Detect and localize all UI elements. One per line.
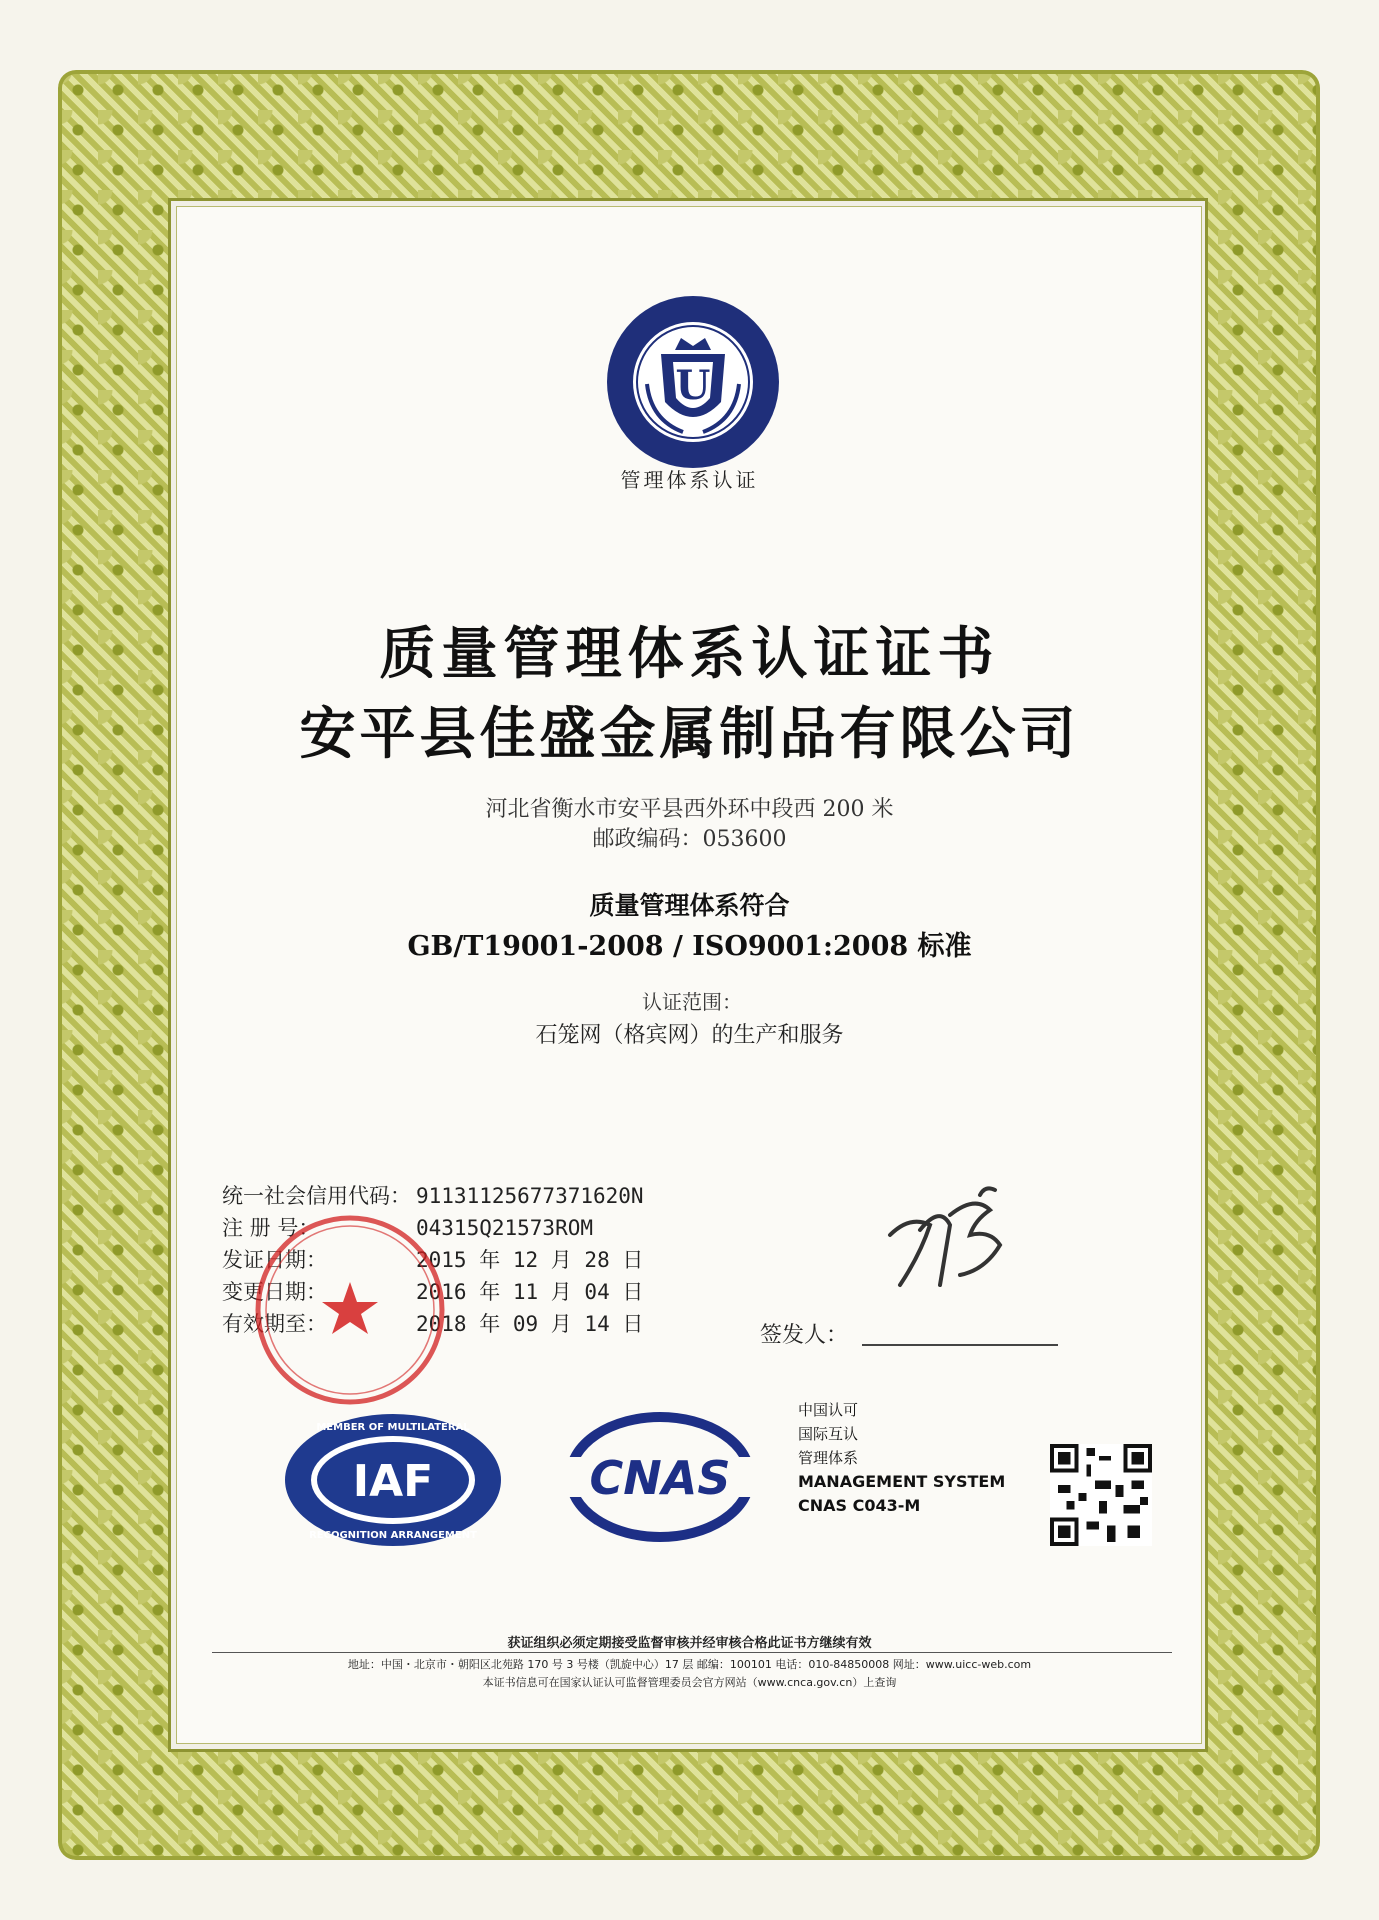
credit-code-value: 91131125677371620N (416, 1184, 644, 1208)
footer-divider (212, 1652, 1172, 1653)
postal-code: 邮政编码：053600 (592, 827, 787, 852)
svg-text:U: U (675, 362, 711, 409)
cnas-line-3: 管理体系 (798, 1449, 859, 1467)
red-stamp (250, 1210, 450, 1410)
signer-label: 签发人： (760, 1323, 849, 1348)
signature-line (862, 1344, 1058, 1346)
management-system-label: 管理体系认证 (620, 468, 759, 492)
cnas-mark: CNAS (589, 1451, 731, 1505)
iaf-bottom-text: RECOGNITION ARRANGEMENT (309, 1530, 477, 1541)
conformity-statement: 质量管理体系符合 (589, 891, 790, 920)
reg-no-value: 04315Q21573ROM (416, 1216, 594, 1240)
company-address: 河北省衡水市安平县西外环中段西 200 米 (485, 797, 894, 822)
cnas-logo (565, 1412, 755, 1542)
certificate-title: 质量管理体系认证证书 (379, 622, 1000, 687)
scope-text: 石笼网（格宾网）的生产和服务 (535, 1023, 844, 1048)
iaf-mark: IAF (352, 1456, 434, 1507)
cnas-line-1: 中国认可 (798, 1401, 859, 1419)
issue-date-value: 2015 年 12 月 28 日 (416, 1248, 644, 1272)
company-name: 安平县佳盛金属制品有限公司 (299, 702, 1080, 767)
standard-number: GB/T19001-2008 / ISO9001:2008 标准 (407, 931, 972, 962)
credit-code-row (222, 1180, 644, 1212)
footer-web-note: 本证书信息可在国家认证认可监督管理委员会官方网站（www.cnca.gov.cn）上查询 (482, 1676, 897, 1689)
credit-code-label: 统一社会信用代码： (222, 1184, 411, 1208)
valid-until-value: 2018 年 09 月 14 日 (416, 1312, 644, 1336)
cnas-accreditation-text (798, 1398, 1005, 1518)
certifier-seal-logo (603, 292, 783, 472)
footer-address: 地址：中国・北京市・朝阳区北苑路 170 号 3 号楼（凯旋中心）17 层 邮编：100101 电话：010-84850008 网址：www.uicc-web.com (347, 1658, 1032, 1671)
footer-validity-note: 获证组织必须定期接受监督审核并经审核合格此证书方继续有效 (507, 1636, 872, 1651)
iaf-top-text: MEMBER OF MULTILATERAL (316, 1422, 470, 1433)
change-date-label: 变更日期： (222, 1280, 327, 1304)
cnas-line-4: MANAGEMENT SYSTEM (798, 1472, 1006, 1491)
scope-label: 认证范围： (642, 990, 742, 1014)
iaf-logo (282, 1410, 504, 1550)
cnas-line-5: CNAS C043-M (798, 1496, 921, 1515)
qr-code (1050, 1444, 1152, 1546)
cnas-line-2: 国际互认 (798, 1425, 859, 1443)
valid-until-label: 有效期至： (222, 1312, 327, 1336)
change-date-value: 2016 年 11 月 04 日 (416, 1280, 644, 1304)
issue-date-label: 发证日期： (222, 1248, 327, 1272)
reg-no-label: 注 册 号： (222, 1216, 320, 1240)
signature-mark (880, 1175, 1030, 1305)
